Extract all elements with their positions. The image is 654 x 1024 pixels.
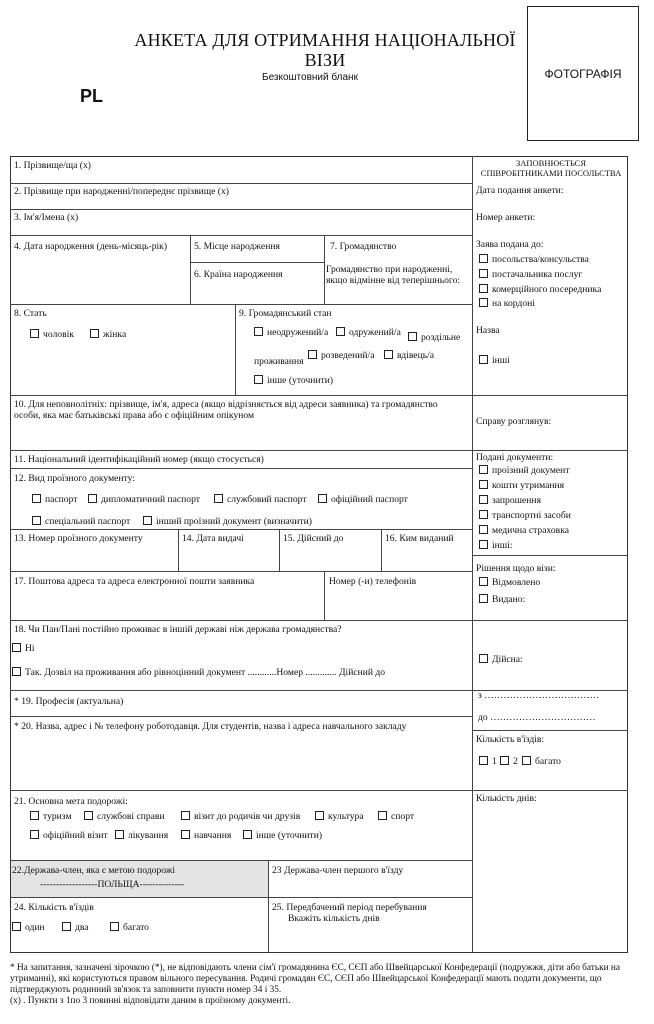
row-line [10, 529, 472, 530]
option-label: культура [328, 811, 364, 822]
field-7-birth-citizenship[interactable]: Громадянство при народженні, якщо відмінне від теперішнього: [326, 264, 461, 286]
sidebar-decision-label: Рішення щодо візи: [476, 563, 556, 574]
sidebar-line [472, 395, 628, 396]
checkbox[interactable] [479, 495, 488, 504]
option-label: два [75, 922, 89, 933]
field-4-birth-date[interactable]: 4. Дата народження (день-місяць-рік) [14, 241, 168, 252]
docs-invitation-option[interactable] [479, 495, 541, 506]
option-label: офіційний візит [43, 830, 108, 841]
checkbox[interactable] [500, 756, 509, 765]
row-line [10, 571, 472, 572]
checkbox[interactable] [479, 510, 488, 519]
field-9-marital-status: 9. Громадянський стан [239, 308, 332, 319]
marital-widowed-option[interactable] [384, 350, 434, 361]
checkbox[interactable] [90, 329, 99, 338]
field-19-profession[interactable]: * 19. Професія (актуальна) [14, 696, 124, 707]
sidebar-reviewed-by: Справу розглянув: [476, 416, 552, 427]
sidebar-entries-multiple[interactable] [522, 756, 561, 767]
col-line [178, 529, 179, 571]
col-line [268, 860, 269, 953]
sidebar-line [472, 555, 628, 556]
field-22-destination: 22.Держава-член, яка є метою подорожі [12, 865, 176, 876]
docs-transport-option[interactable] [479, 510, 571, 521]
field-5-birth-place[interactable]: 5. Місце народження [194, 241, 280, 252]
field-3-first-names[interactable]: 3. Ім'я/Імена (x) [14, 212, 79, 223]
checkbox[interactable] [62, 922, 71, 931]
row-line [10, 790, 472, 791]
option-label: службовий паспорт [227, 494, 307, 505]
row-line [10, 304, 472, 305]
doc-official-option[interactable] [318, 494, 408, 505]
checkbox[interactable] [12, 643, 21, 652]
form-subtitle: Безкоштовний бланк [262, 72, 358, 83]
decision-refused-option[interactable] [479, 577, 540, 588]
sidebar-submitted-to: Заява подана до: [476, 239, 544, 250]
field-7-citizenship[interactable]: 7. Громадянство [330, 241, 397, 252]
purpose-study-option[interactable] [181, 830, 231, 841]
option-label: паспорт [45, 494, 78, 505]
checkbox[interactable] [12, 667, 21, 676]
option-label: інший проїзний документ (визначити) [156, 516, 312, 527]
footnote-x: (x) . Пункти з 1по 3 повинні відповідати даним в проїзному документі. [10, 996, 291, 1006]
docs-insurance-option[interactable] [479, 525, 569, 536]
checkbox[interactable] [308, 350, 317, 359]
checkbox[interactable] [384, 350, 393, 359]
submitted-embassy-option[interactable] [479, 254, 589, 265]
purpose-visit-option[interactable] [181, 811, 300, 822]
col-line [324, 235, 325, 304]
docs-funds-option[interactable] [479, 480, 564, 491]
sidebar-line [472, 730, 628, 731]
doc-other-option[interactable] [143, 516, 312, 527]
doc-service-option[interactable] [214, 494, 307, 505]
purpose-tourism-option[interactable] [30, 811, 72, 822]
option-label: лікування [128, 830, 169, 841]
checkbox[interactable] [479, 577, 488, 586]
checkbox[interactable] [30, 811, 39, 820]
entries-multiple-option[interactable] [110, 922, 149, 933]
col-line [190, 235, 191, 304]
valid-from[interactable]: з ……………………………… [478, 690, 600, 701]
field-20-employer[interactable]: * 20. Назва, адрес і № телефону роботодавця. Для студентів, назва і адреса навчального закладу [14, 721, 407, 732]
checkbox[interactable] [32, 516, 41, 525]
submitted-other-option[interactable] [479, 355, 510, 366]
field-21-purpose: 21. Основна мета подорожі: [14, 796, 128, 807]
sidebar-line [472, 450, 628, 451]
row-line [190, 262, 324, 263]
checkbox[interactable] [479, 654, 488, 663]
docs-other-option[interactable] [479, 540, 513, 551]
row-line [10, 395, 472, 396]
field-25-stay-period: 25. Передбачений період перебування [272, 902, 427, 913]
sidebar-date-submitted: Дата подання анкети: [476, 185, 564, 196]
sex-female-option[interactable] [90, 329, 126, 340]
option-label: спеціальний паспорт [45, 516, 131, 527]
field-25-days-hint[interactable]: Вкажіть кількість днів [288, 913, 380, 924]
field-13-doc-number[interactable]: 13. Номер проїзного документу [14, 533, 143, 544]
checkbox[interactable] [479, 480, 488, 489]
option-label: посольства/консульства [492, 254, 589, 265]
option-label: навчання [194, 830, 232, 841]
option-label: роздільне проживання [254, 332, 461, 367]
option-label: спорт [391, 811, 415, 822]
sidebar-header: ЗАПОВНЮЄТЬСЯ СПІВРОБІТНИКАМИ ПОСОЛЬСТВА [480, 158, 622, 178]
sex-male-option[interactable] [30, 329, 74, 340]
checkbox[interactable] [110, 922, 119, 931]
footnotes [10, 963, 640, 1007]
checkbox[interactable] [12, 922, 21, 931]
checkbox[interactable] [214, 494, 223, 503]
checkbox[interactable] [479, 284, 488, 293]
field-8-sex: 8. Стать [14, 308, 47, 319]
option-label: на кордоні [492, 298, 535, 309]
option-label: Ні [25, 643, 35, 654]
row-line [10, 235, 472, 236]
checkbox[interactable] [181, 830, 190, 839]
field-22-value[interactable]: ------------------ПОЛЬЩА-------------- [40, 879, 185, 890]
checkbox[interactable] [32, 494, 41, 503]
checkbox[interactable] [254, 375, 263, 384]
option-label: постачальника послуг [492, 269, 583, 280]
field-11-national-id[interactable]: 11. Національний ідентифікаційний номер (якщо стосується) [14, 454, 264, 465]
checkbox[interactable] [479, 594, 488, 603]
submitted-intermediary-option[interactable] [479, 284, 601, 295]
field-12-travel-doc-type: 12. Вид проїзного документу: [14, 473, 135, 484]
entries-one-option[interactable] [12, 922, 45, 933]
row-line [10, 860, 472, 861]
field-2-birth-surname[interactable]: 2. Прізвище при народженні/попереднє прізвище (x) [14, 186, 229, 197]
option-label: інші [492, 355, 510, 366]
option-label: розведений/а [321, 350, 375, 361]
photo-box[interactable] [527, 6, 639, 141]
checkbox[interactable] [30, 329, 39, 338]
marital-other-option[interactable] [254, 375, 333, 386]
checkbox[interactable] [243, 830, 252, 839]
option-label: інші: [492, 540, 513, 551]
option-label: інше (уточнити) [256, 830, 323, 841]
checkbox[interactable] [30, 830, 39, 839]
row-line [10, 468, 472, 469]
footnote-asterisk: * На запитання, зазначені зірочкою (*), не відповідають члени сім'ї громадянина ЄС, СЄП або Швейцарської Конфедерації (подружжя, діти або батьки на утриманні), які користуються правом вільного пересування. Родичі громадян ЄС, СЄП або Швейцарської Конфедерації мають подати документи, що підтверджують родинний зв'язок та заповнити пункти номер 34 і 35. [10, 963, 621, 995]
purpose-culture-option[interactable] [315, 811, 364, 822]
option-label: Видано: [492, 594, 526, 605]
checkbox[interactable] [318, 494, 327, 503]
row-line [10, 183, 472, 184]
option-label: медична страховка [492, 525, 569, 536]
valid-option[interactable] [479, 654, 523, 665]
checkbox[interactable] [479, 756, 488, 765]
option-label: Відмовлено [492, 577, 541, 588]
marital-divorced-option[interactable] [308, 350, 374, 361]
option-label: дипломатичний паспорт [101, 494, 200, 505]
field-17-address-email[interactable]: 17. Поштова адреса та адреса електронної пошти заявника [14, 576, 255, 587]
checkbox[interactable] [479, 525, 488, 534]
purpose-business-option[interactable] [84, 811, 165, 822]
sidebar-entries-one[interactable] [479, 756, 497, 767]
checkbox[interactable] [479, 355, 488, 364]
residence-yes-option[interactable] [12, 667, 385, 678]
option-label: транспортні засоби [492, 510, 571, 521]
checkbox[interactable] [84, 811, 93, 820]
field-23-first-entry[interactable]: 23 Держава-член першого в'їзду [272, 865, 404, 876]
field-1-surname[interactable]: 1. Прізвище/ща (x) [14, 160, 91, 171]
option-label: запрошення [492, 495, 541, 506]
sidebar-entries-two[interactable] [500, 756, 518, 767]
sidebar-line [472, 790, 628, 791]
option-label: одружений/а [349, 327, 401, 338]
checkbox[interactable] [115, 830, 124, 839]
docs-travel-option[interactable] [479, 465, 570, 476]
sidebar-days-label: Кількість днів: [476, 793, 537, 804]
checkbox[interactable] [315, 811, 324, 820]
row-line [10, 620, 472, 621]
checkbox[interactable] [479, 269, 488, 278]
sidebar-entries-label: Кількість в'їздів: [476, 734, 545, 745]
option-label: багато [123, 922, 149, 933]
col-line [279, 529, 280, 571]
sidebar-name-label: Назва [476, 325, 500, 336]
checkbox[interactable] [479, 540, 488, 549]
form-title [120, 30, 530, 70]
field-17-phone[interactable]: Номер (-и) телефонів [329, 576, 417, 587]
field-24-entries: 24. Кількість в'їздів [14, 902, 94, 913]
option-label: багато [535, 756, 561, 767]
submitted-provider-option[interactable] [479, 269, 582, 280]
field-10-guardian[interactable]: 10. Для неповнолітніх: прізвище, ім'я, адреса (якщо відрізняється від адреси заявника) та громадянство особи, яка має батьківські права або є офіційним опікуном [14, 399, 438, 421]
purpose-other-option[interactable] [243, 830, 322, 841]
option-label: інше (уточнити) [267, 375, 334, 386]
residence-no-option[interactable] [12, 643, 35, 654]
sidebar-line [472, 620, 628, 621]
col-line [324, 571, 325, 620]
doc-passport-option[interactable] [32, 494, 77, 505]
option-label: неодружений/а [267, 327, 329, 338]
field-15-valid-until[interactable]: 15. Дійсний до [283, 533, 344, 544]
sidebar-documents-label: Подані документи: [476, 452, 554, 463]
option-label: Так. Дозвіл на проживання або рівноцінний документ ............Номер ............. Дійсний до [25, 667, 386, 678]
submitted-border-option[interactable] [479, 298, 535, 309]
option-label: туризм [43, 811, 72, 822]
option-label: один [25, 922, 45, 933]
checkbox[interactable] [88, 494, 97, 503]
field-18-residence: 18. Чи Пан/Пані постійно проживає в іншій державі ніж держава громадянства? [14, 624, 342, 635]
checkbox[interactable] [479, 465, 488, 474]
option-label: Дійсна: [492, 654, 523, 665]
option-label: 2 [513, 756, 518, 767]
row-line [10, 716, 472, 717]
photo-label: ФОТОГРАФІЯ [544, 66, 622, 81]
purpose-medical-option[interactable] [115, 830, 168, 841]
entries-two-option[interactable] [62, 922, 89, 933]
checkbox[interactable] [479, 254, 488, 263]
option-label: кошти утримання [492, 480, 565, 491]
option-label: проїзний документ [492, 465, 570, 476]
checkbox[interactable] [378, 811, 387, 820]
col-line [235, 304, 236, 395]
col-line [381, 529, 382, 571]
row-line [10, 690, 472, 691]
valid-to[interactable]: до …………………………… [478, 712, 596, 723]
checkbox[interactable] [479, 298, 488, 307]
option-label: жінка [103, 329, 127, 340]
doc-special-option[interactable] [32, 516, 130, 527]
purpose-official-option[interactable] [30, 830, 108, 841]
option-label: комерційного посередника [492, 284, 602, 295]
row-line [10, 897, 472, 898]
checkbox[interactable] [408, 332, 417, 341]
checkbox[interactable] [143, 516, 152, 525]
field-16-issued-by[interactable]: 16. Ким виданий [385, 533, 454, 544]
checkbox[interactable] [522, 756, 531, 765]
country-code: PL [80, 86, 104, 106]
row-line [10, 450, 472, 451]
form-title-line2: ВІЗИ [304, 50, 346, 70]
sidebar-application-number: Номер анкети: [476, 212, 536, 223]
option-label: службові справи [97, 811, 165, 822]
decision-issued-option[interactable] [479, 594, 525, 605]
field-14-issue-date[interactable]: 14. Дата видачі [182, 533, 244, 544]
option-label: 1 [492, 756, 497, 767]
purpose-sport-option[interactable] [378, 811, 414, 822]
option-label: вдівець/а [397, 350, 435, 361]
row-line [10, 209, 472, 210]
doc-diplomatic-option[interactable] [88, 494, 200, 505]
option-label: чоловік [43, 329, 74, 340]
checkbox[interactable] [181, 811, 190, 820]
field-6-birth-country[interactable]: 6. Країна народження [194, 269, 283, 280]
option-label: офіційний паспорт [331, 494, 408, 505]
option-label: візит до родичів чи друзів [194, 811, 301, 822]
form-title-line1: АНКЕТА ДЛЯ ОТРИМАННЯ НАЦІОНАЛЬНОЇ [134, 30, 516, 50]
